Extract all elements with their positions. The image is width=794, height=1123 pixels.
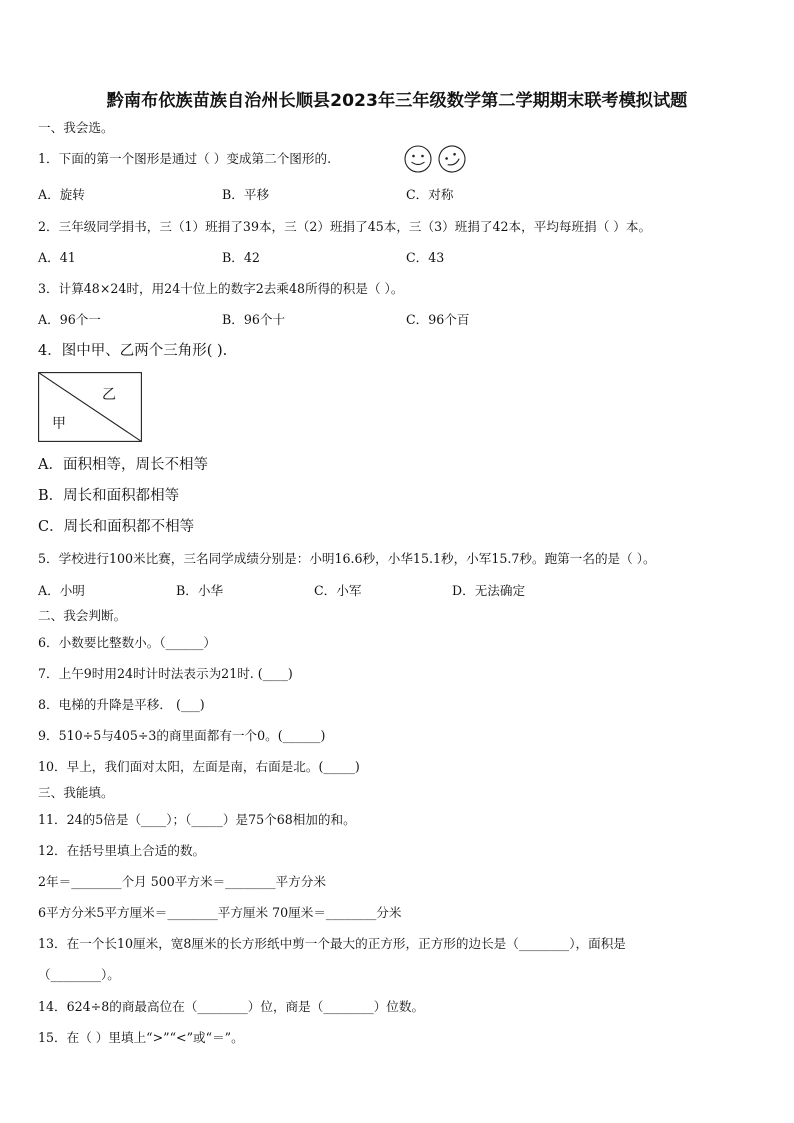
section-heading: 二、我会判断。 [38,608,127,623]
q1-option-b: B．平移 [222,187,270,202]
question-9: 9．510÷5与405÷3的商里面都有一个0。(______) [38,728,326,743]
q1-option-c: C．对称 [406,187,454,202]
question-12-line-2: 6平方分米5平方厘米＝________平方厘米 70厘米＝________分米 [38,905,402,920]
question-13-continued: （________）。 [38,967,120,982]
question-11: 11．24的5倍是（____）；（_____）是75个68相加的和。 [38,812,356,827]
q3-option-a: A．96个一 [38,312,101,327]
q5-option-d: D．无法确定 [452,583,526,598]
question-7: 7．上午9时用24时计时法表示为21时. (____) [38,666,293,681]
q2-option-b: B．42 [222,250,260,265]
q2-option-a: A．41 [38,250,76,265]
label-yi: 乙 [102,387,116,403]
smiley-face-rotated-icon [434,144,469,174]
q5-option-a: A．小明 [38,583,85,598]
rectangle-diagonal-figure [38,372,142,442]
question-15: 15．在（ ）里填上“>”“<”或“＝”。 [38,1030,244,1045]
question-14: 14．624÷8的商最高位在（________）位，商是（________）位数。 [38,999,425,1014]
q3-option-b: B．96个十 [222,312,286,327]
question-6: 6．小数要比整数小。（______） [38,635,217,650]
q4-option-c: C．周长和面积都不相等 [38,519,195,535]
question-4: 4．图中甲、乙两个三角形( ). [38,343,228,359]
question-12: 12．在括号里填上合适的数。 [38,843,206,858]
question-2: 2．三年级同学捐书，三（1）班捐了39本，三（2）班捐了45本，三（3）班捐了42本，平均每班捐（ ）本。 [38,219,652,234]
q4-option-a: A．面积相等，周长不相等 [38,457,208,473]
label-jia: 甲 [52,416,66,432]
question-12-line-1: 2年＝________个月 500平方米＝________平方分米 [38,874,326,889]
question-3: 3．计算48×24时，用24十位上的数字2去乘48所得的积是（ ）。 [38,281,404,296]
q2-option-c: C．43 [406,250,445,265]
q3-option-c: C．96个百 [406,312,470,327]
q5-option-b: B．小华 [176,583,224,598]
smiley-face-icon [405,146,431,172]
q4-option-b: B．周长和面积都相等 [38,488,180,504]
section-heading: 一、我会选。 [38,120,114,135]
question-1: 1．下面的第一个图形是通过（ ）变成第二个图形的. [38,151,332,166]
page-title: 黔南布依族苗族自治州长顺县2023年三年级数学第二学期期末联考模拟试题 [106,91,688,111]
question-5: 5．学校进行100米比赛，三名同学成绩分别是：小明16.6秒，小华15.1秒，小军15.7秒。跑第一名的是（ ）。 [38,551,656,566]
question-13: 13．在一个长10厘米，宽8厘米的长方形纸中剪一个最大的正方形，正方形的边长是（________），面积是 [38,936,626,951]
smiley-faces-figure [402,144,470,174]
section-heading: 三、我能填。 [38,785,114,800]
question-8: 8．电梯的升降是平移． (___) [38,697,205,712]
question-10: 10．早上，我们面对太阳，左面是南，右面是北。(_____) [38,759,360,774]
q5-option-c: C．小军 [314,583,362,598]
q1-option-a: A．旋转 [38,187,85,202]
